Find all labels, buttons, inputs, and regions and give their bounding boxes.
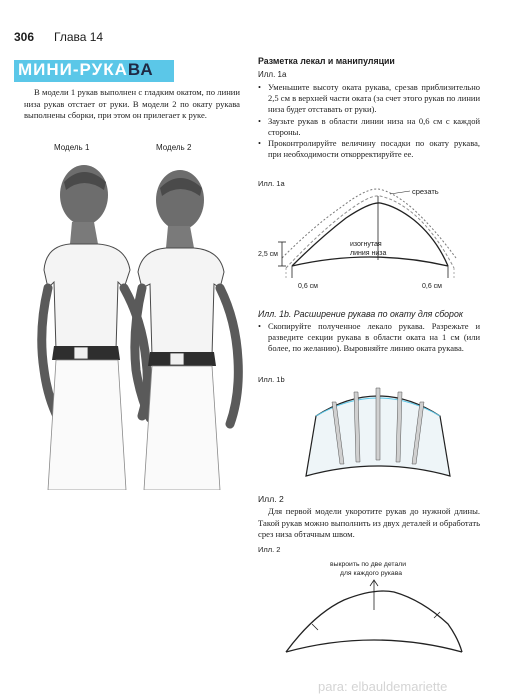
diagram-2-label: Илл. 2 bbox=[258, 545, 281, 554]
fashion-illustration bbox=[34, 160, 254, 490]
diagram-2-note-line-1: выкроить по две детали bbox=[330, 561, 406, 568]
chapter-title: Глава 14 bbox=[54, 30, 104, 44]
section-title bbox=[18, 60, 154, 80]
fig-1b-step-1: • Скопируйте полученное лекало рукава. Разрежьте и разведите секции рукава в области оката на 1 см (или более, по желанию). Выровняйте линию оката рукава. bbox=[258, 321, 480, 355]
fig-1a-instructions bbox=[258, 82, 480, 160]
diagram-1a bbox=[258, 176, 498, 294]
fig-1a-heading: Илл. 1а bbox=[258, 70, 287, 79]
fig-1a-step-2: • Заузьте рукав в области линии низа на 0,6 см с каждой стороны. bbox=[258, 116, 480, 138]
diagram-1a-label: Илл. 1а bbox=[258, 179, 285, 188]
section-title-tail: ВА bbox=[127, 60, 154, 79]
curved-hem-label-2: линия низа bbox=[350, 250, 387, 257]
curved-hem-line bbox=[292, 257, 448, 266]
fig-1b-instructions bbox=[258, 321, 480, 355]
page-number: 306 bbox=[14, 30, 35, 44]
fig-1b-heading: Илл. 1b. Расширение рукава по окату для сборок bbox=[258, 309, 463, 319]
model-2-figure bbox=[135, 170, 238, 490]
short-sleeve-hem bbox=[286, 640, 462, 652]
height-label: 2,5 см bbox=[258, 251, 278, 258]
fig-1a-step-1: • Уменьшите высоту оката рукава, срезав приблизительно 2,5 см в верхней части оката (за счет этого рукав по линии низа будет отставать от руки). bbox=[258, 82, 480, 116]
fig-2-text: Для первой модели укоротите рукав до нужной длины. Такой рукав можно выполнить из двух деталей и обработать срез низа обтачным швом. bbox=[258, 506, 480, 539]
section-title-main: МИНИ-РУКА bbox=[18, 60, 128, 79]
diagram-2 bbox=[258, 540, 498, 664]
section-heading: Разметка лекал и манипуляции bbox=[258, 56, 395, 66]
left-offset-label: 0,6 см bbox=[298, 283, 318, 290]
cut-label: срезать bbox=[412, 187, 439, 196]
model-1-label: Модель 1 bbox=[54, 143, 90, 152]
diagram-1b bbox=[258, 372, 498, 482]
diagram-1b-label: Илл. 1b bbox=[258, 375, 285, 384]
curved-hem-label-1: изогнутая bbox=[350, 241, 382, 248]
intro-paragraph: В модели 1 рукав выполнен с гладким окатом, по линии низа рукав отстает от руки. В модели 2 по окату рукава выполнены сборки, при этом он прилегает к руке. bbox=[24, 87, 240, 120]
watermark-text: para: elbauldemariette bbox=[318, 679, 448, 694]
fig-2-heading: Илл. 2 bbox=[258, 494, 284, 504]
model-2-label: Модель 2 bbox=[156, 143, 192, 152]
diagram-2-note-line-2: для каждого рукава bbox=[340, 570, 403, 577]
fig-1a-step-3: • Проконтролируйте величину посадки по окату рукава, при необходимости откорректируйте ее. bbox=[258, 138, 480, 160]
right-offset-label: 0,6 см bbox=[422, 283, 442, 290]
